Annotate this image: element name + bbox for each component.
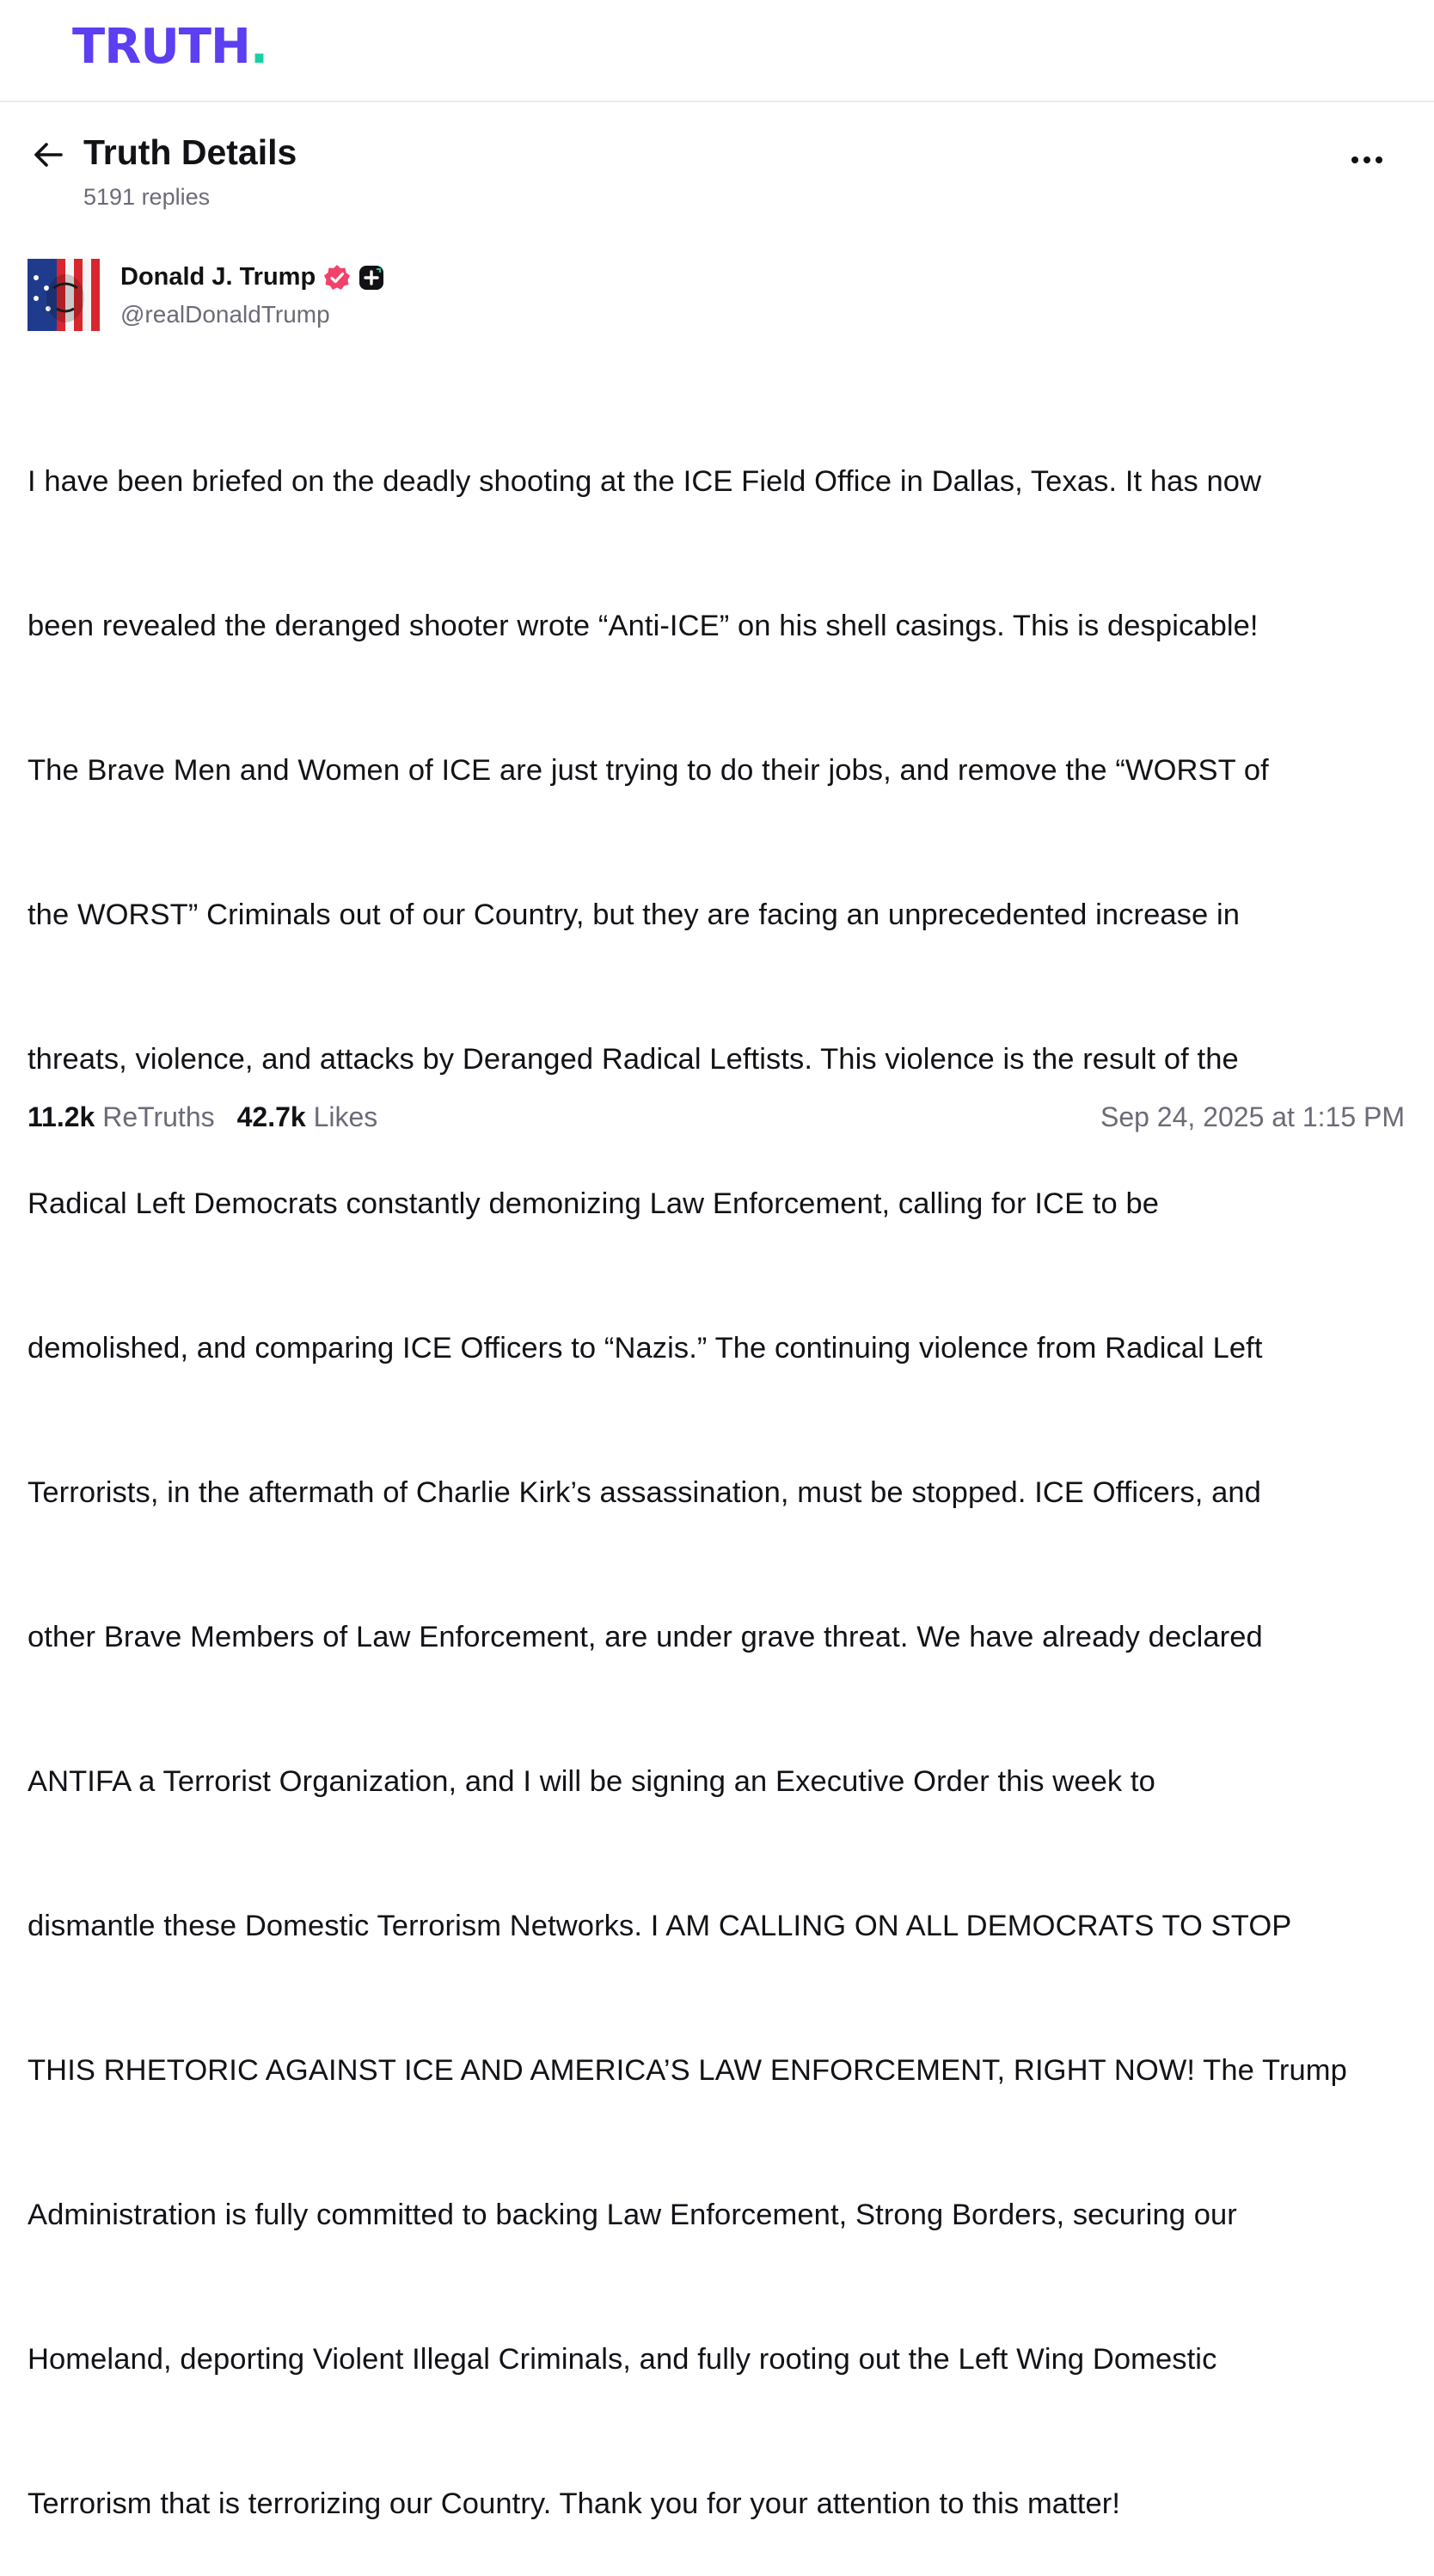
retruths-label: ReTruths bbox=[102, 1101, 215, 1132]
page-header bbox=[0, 129, 1434, 224]
post-timestamp: Sep 24, 2025 at 1:15 PM bbox=[1100, 1101, 1405, 1132]
post-line: Terrorism that is terrorizing our Country. Thank you for your attention to this matter! bbox=[28, 2487, 1121, 2520]
likes-stat[interactable] bbox=[237, 1101, 378, 1133]
post-line: Administration is fully committed to backing Law Enforcement, Strong Borders, securing our bbox=[28, 2199, 1237, 2231]
post-author bbox=[26, 258, 800, 335]
verified-badge-icon bbox=[323, 264, 351, 291]
post-line: ANTIFA a Terrorist Organization, and I will be signing an Executive Order this week to bbox=[28, 1765, 1155, 1798]
author-handle[interactable]: @realDonaldTrump bbox=[120, 301, 330, 328]
post-line: The Brave Men and Women of ICE are just trying to do their jobs, and remove the “WORST of bbox=[28, 754, 1269, 787]
plus-badge-icon bbox=[358, 265, 384, 291]
author-name[interactable] bbox=[120, 263, 384, 291]
post-line: the WORST” Criminals out of our Country, but they are facing an unprecedented increase in bbox=[28, 899, 1241, 931]
post-line: Homeland, deporting Violent Illegal Criminals, and fully rooting out the Left Wing Domestic bbox=[28, 2343, 1217, 2376]
likes-count: 42.7k bbox=[236, 1101, 306, 1132]
post-line: THIS RHETORIC AGAINST ICE AND AMERICA’S LAW ENFORCEMENT, RIGHT NOW! The Trump bbox=[28, 2054, 1347, 2087]
more-options-button[interactable] bbox=[1343, 143, 1391, 177]
likes-label: Likes bbox=[313, 1101, 378, 1132]
avatar-image bbox=[28, 259, 100, 331]
post-stats bbox=[28, 1101, 377, 1133]
retruths-count: 11.2k bbox=[28, 1101, 95, 1132]
author-name-text: Donald J. Trump bbox=[120, 263, 316, 291]
post-line: other Brave Members of Law Enforcement, are under grave threat. We have already declared bbox=[28, 1621, 1263, 1653]
page-title: Truth Details bbox=[83, 132, 297, 172]
arrow-left-icon bbox=[34, 142, 63, 168]
logo-text: TRUTH bbox=[72, 19, 250, 75]
truth-logo[interactable] bbox=[72, 19, 267, 75]
post-line: threats, violence, and attacks by Deranged Radical Leftists. This violence is the result of the bbox=[28, 1043, 1239, 1076]
retruths-stat[interactable] bbox=[28, 1101, 215, 1133]
post-line: I have been briefed on the deadly shooting at the ICE Field Office in Dallas, Texas. It has now bbox=[28, 465, 1262, 498]
post-line: demolished, and comparing ICE Officers to “Nazis.” The continuing violence from Radical Left bbox=[28, 1332, 1263, 1365]
back-button[interactable] bbox=[31, 138, 65, 172]
post-line: been revealed the deranged shooter wrote “Anti-ICE” on his shell casings. This is despicable! bbox=[28, 610, 1259, 642]
avatar[interactable] bbox=[28, 259, 100, 331]
logo-dot: . bbox=[249, 19, 268, 75]
replies-count[interactable]: 5191 replies bbox=[83, 184, 211, 210]
top-bar bbox=[0, 0, 1434, 102]
post-line: dismantle these Domestic Terrorism Networks. I AM CALLING ON ALL DEMOCRATS TO STOP bbox=[28, 1910, 1292, 1942]
post-line: Terrorists, in the aftermath of Charlie Kirk’s assassination, must be stopped. ICE Officers, and bbox=[28, 1476, 1261, 1509]
post-body bbox=[28, 361, 1420, 2576]
post-line: Radical Left Democrats constantly demonizing Law Enforcement, calling for ICE to be bbox=[28, 1187, 1160, 1220]
more-horizontal-icon bbox=[1351, 156, 1358, 163]
